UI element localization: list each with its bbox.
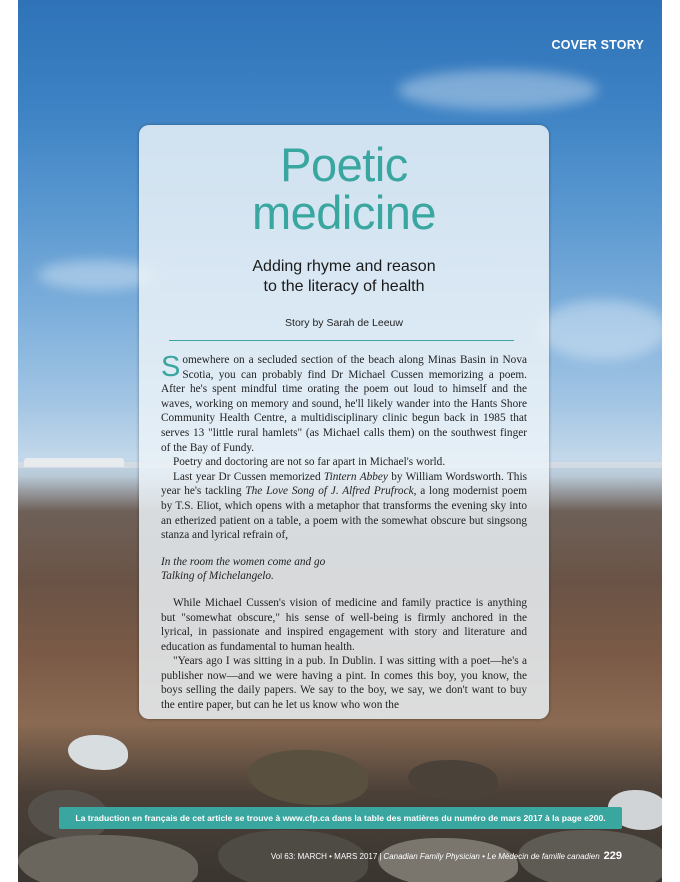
subtitle-line: to the literacy of health [263, 278, 425, 295]
paragraph: Last year Dr Cussen memorized Tintern Abbey by William Wordsworth. This year he's tackling The Love Song of J. Alfred Prufrock, a long modernist poem by T.S. Eliot, which opens with a metaphor that transforms the evening sky into an etherized patient on a table, a poem with the somewhat obscure but singsong stanza and lyrical refrain of, [161, 470, 528, 542]
section-label: COVER STORY [551, 38, 644, 52]
byline: Story by Sarah de Leeuw [285, 317, 403, 329]
article-body [161, 353, 527, 713]
paragraph: Somewhere on a secluded section of the beach along Minas Basin in Nova Scotia, you can probably find Dr Michael Cussen memorizing a poem. After he's spent mindful time orating the poem out loud to himself and the waves, working on memory and sound, he'll likely wander into the Hants Shore Community Health Centre, a multidisciplinary clinic begun back in 1985 that serves 13 "little rural hamlets" (as Michael calls them) on the southwest finger of the Bay of Fundy. [161, 351, 527, 454]
translation-banner: La traduction en français de cet article se trouve à www.cfp.ca dans la table des matières du numéro de mars 2017 à la page e200. [59, 807, 622, 829]
cloud [398, 70, 598, 110]
article-panel [139, 125, 549, 719]
cloud [538, 300, 662, 360]
poem-quote: In the room the women come and go Talking of Michelangelo. [161, 555, 326, 583]
title-line: Poetic [280, 138, 408, 191]
rock [248, 750, 368, 805]
website-link[interactable]: www.cfp.ca [282, 813, 330, 823]
page-footer: Vol 63: MARCH • MARS 2017 | Canadian Family Physician • Le Médecin de famille canadien 229 [270, 850, 622, 862]
paragraph: While Michael Cussen's vision of medicine and family practice is anything but "somewhat obscure," his sense of well-being is firmly anchored in the lyrical, in passionate and inspired engagement with story and literature and education as fundamental to human health. [161, 596, 527, 653]
paragraph: "Years ago I was sitting in a pub. In Dublin. I was sitting with a poet—he's a publisher now—and we were having a pint. In comes this boy, you know, the boys selling the daily papers. We say to the boy, we say, we don't want to buy the entire paper, but can he let us know who won the [161, 655, 527, 712]
article-title [139, 138, 549, 239]
page-number: 229 [603, 850, 622, 862]
work-title: Tintern Abbey [323, 470, 388, 483]
article-subtitle [139, 257, 549, 297]
rock [408, 760, 498, 800]
cover-photo-background [18, 0, 662, 882]
drop-cap: S [161, 351, 181, 383]
distant-cliffs [24, 458, 124, 467]
work-title: The Love Song of J. Alfred Prufrock [245, 485, 414, 498]
issue-info: Vol 63: MARCH • MARS 2017 [270, 852, 378, 861]
paragraph: Poetry and doctoring are not so far apart in Michael's world. [173, 456, 446, 469]
subtitle-line: Adding rhyme and reason [252, 258, 436, 275]
journal-name: Canadian Family Physician • Le Médecin de famille canadien [383, 852, 600, 861]
rock [18, 835, 198, 882]
title-line: medicine [251, 186, 437, 239]
rock [68, 735, 128, 770]
divider [169, 340, 514, 341]
